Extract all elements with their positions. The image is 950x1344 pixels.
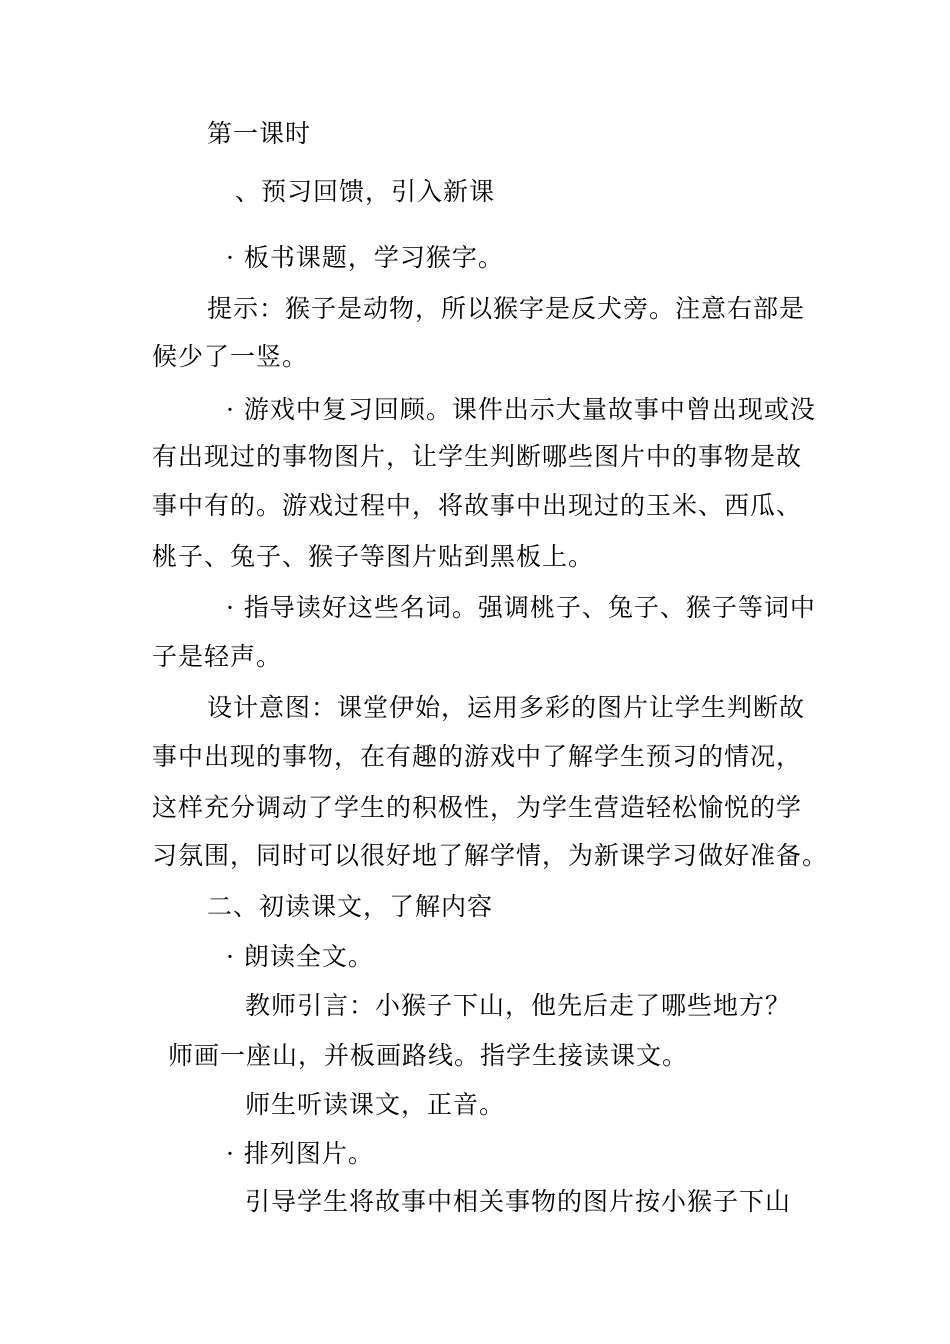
bullet-paragraph: · 板书课题，学习猴字。 [226,243,504,272]
bullet-paragraph: · 指导读好这些名词。强调桃子、兔子、猴子等词中 [226,593,816,622]
paragraph-line: 候少了一竖。 [152,342,309,371]
paragraph-line: 有出现过的事物图片，让学生判断哪些图片中的事物是故 [152,442,803,471]
paragraph-line: 习氛围，同时可以很好地了解学情，为新课学习做好准备。 [152,841,829,870]
paragraph-line: 教师引言：小猴子下山，他先后走了哪些地方？ [245,991,792,1020]
bullet-paragraph: · 排列图片。 [226,1139,374,1168]
paragraph-line: 桃子、兔子、猴子等图片贴到黑板上。 [152,542,595,571]
paragraph-line: 事中有的。游戏过程中，将故事中出现过的玉米、西瓜、 [152,491,803,520]
lesson-heading: 第一课时 [207,119,312,148]
section-heading-2: 二、初读课文，了解内容 [207,892,494,921]
paragraph-line: 子是轻声。 [152,642,283,671]
paragraph-line: 提示：猴子是动物，所以猴字是反犬旁。注意右部是 [207,294,806,323]
paragraph-line: 师生听读课文，正音。 [245,1090,506,1119]
bullet-paragraph: · 游戏中复习回顾。课件出示大量故事中曾出现或没 [226,395,816,424]
paragraph-line: 引导学生将故事中相关事物的图片按小猴子下山 [245,1187,792,1216]
paragraph-line: 设计意图：课堂伊始，运用多彩的图片让学生判断故 [207,693,806,722]
section-heading-1: 、预习回馈，引入新课 [235,177,496,206]
paragraph-line: 事中出现的事物，在有趣的游戏中了解学生预习的情况， [152,742,803,771]
paragraph-line: 师画一座山，并板画路线。指学生接读课文。 [168,1041,689,1070]
bullet-paragraph: · 朗读全文。 [226,942,374,971]
paragraph-line: 这样充分调动了学生的积极性，为学生营造轻松愉悦的学 [152,793,803,822]
